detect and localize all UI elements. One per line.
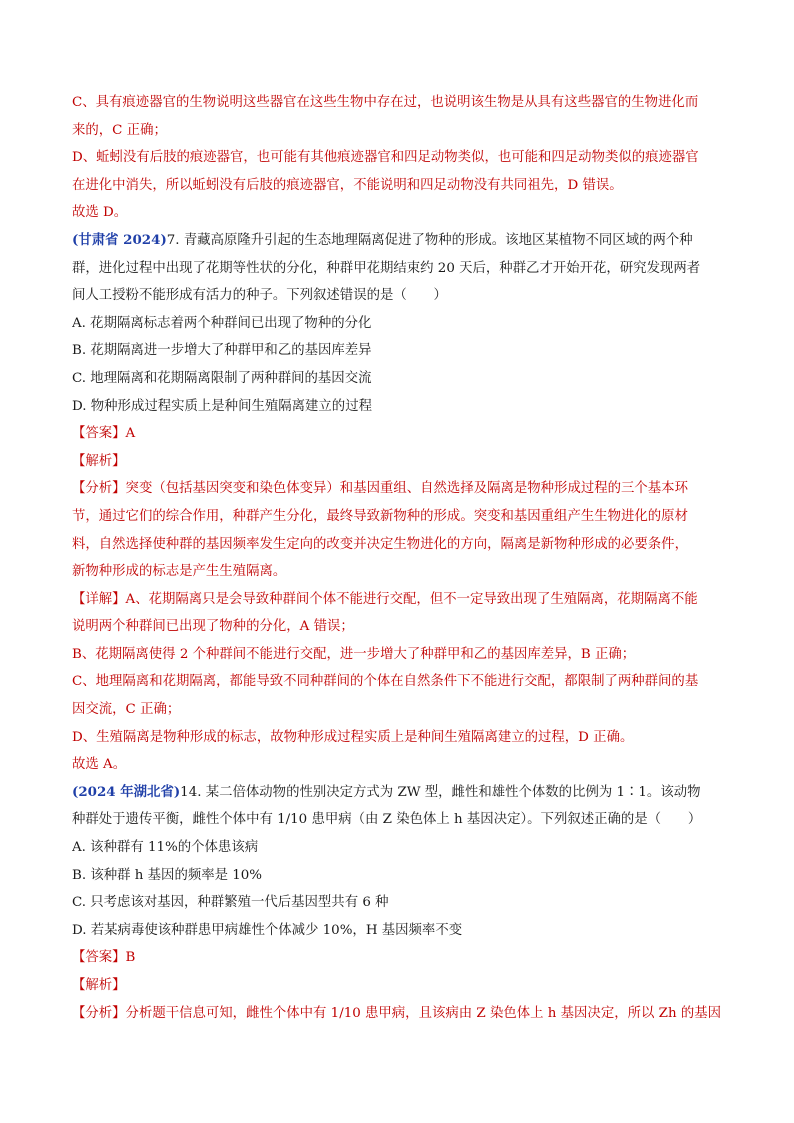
analysis-label: 【解析】 xyxy=(72,978,126,993)
text-line: 间人工授粉不能形成有活力的种子。下列叙述错误的是（ ） xyxy=(72,288,447,304)
text-line: 【详解】A、花期隔离只是会导致种群间个体不能进行交配，但不一定导致出现了生殖隔离，花期隔离不能 xyxy=(72,591,698,607)
text-line: 故选 D。 xyxy=(72,205,128,221)
answer-label: 【答案】B xyxy=(72,950,136,966)
document-page xyxy=(72,89,722,1027)
option-c: C. 只考虑该对基因，种群繁殖一代后基因型共有 6 种 xyxy=(72,895,389,911)
question-14-stem: (2024 年湖北省)14. 某二倍体动物的性别决定方式为 ZW 型，雌性和雄性个体数的比例为 1∶1。该动物 xyxy=(72,783,701,800)
text-line: 因交流，C 正确； xyxy=(72,702,181,718)
text-line: C、地理隔离和花期隔离，都能导致不同种群间的个体在自然条件下不能进行交配，都限制了两种群间的基 xyxy=(72,674,699,690)
text-line: 群，进化过程中出现了花期等性状的分化，种群甲花期结束约 20 天后，种群乙才开始开花，研究发现两者 xyxy=(72,260,701,276)
text-line: 在进化中消失，所以蚯蚓没有后肢的痕迹器官，不能说明和四足动物没有共同祖先，D 错误。 xyxy=(72,177,623,193)
answer-label: 【答案】A xyxy=(72,426,136,442)
text-line: B、花期隔离使得 2 个种群间不能进行交配，进一步增大了种群甲和乙的基因库差异，B 正确； xyxy=(72,646,636,662)
text-line: 节，通过它们的综合作用，种群产生分化，最终导致新物种的形成。突变和基因重组产生生物进化的原材 xyxy=(72,508,688,524)
text-line: 故选 A。 xyxy=(72,757,127,773)
text-line: C、具有痕迹器官的生物说明这些器官在这些生物中存在过，也说明该生物是从具有这些器官的生物进化而 xyxy=(72,95,699,110)
text-line: 【分析】分析题干信息可知，雌性个体中有 1/10 患甲病，且该病由 Z 染色体上 h 基因决定，所以 Zh 的基因 xyxy=(72,1005,721,1021)
analysis-label: 【解析】 xyxy=(72,453,126,469)
text-line: 料，自然选择使种群的基因频率发生定向的改变并决定生物进化的方向，隔离是新物种形成的必要条件， xyxy=(72,536,688,552)
option-d: D. 若某病毒使该种群患甲病雄性个体减少 10%，H 基因频率不变 xyxy=(72,922,463,938)
option-b: B. 花期隔离进一步增大了种群甲和乙的基因库差异 xyxy=(72,343,372,359)
text-line: D、生殖隔离是物种形成的标志，故物种形成过程实质上是种间生殖隔离建立的过程，D 正确。 xyxy=(72,729,634,745)
option-a: A. 花期隔离标志着两个种群间已出现了物种的分化 xyxy=(72,315,372,331)
text-line: 【分析】突变（包括基因突变和染色体变异）和基因重组、自然选择及隔离是物种形成过程的三个基本环 xyxy=(72,481,688,497)
option-a: A. 该种群有 11%的个体患该病 xyxy=(72,840,259,856)
option-c: C. 地理隔离和花期隔离限制了两种群间的基因交流 xyxy=(72,370,372,386)
question-7-stem: (甘肃省 2024)7. 青藏高原隆升引起的生态地理隔离促进了物种的形成。该地区某植物不同区域的两个种 xyxy=(72,231,693,248)
source-tag: (甘肃省 2024) xyxy=(72,231,167,248)
text-line: 种群处于遗传平衡，雌性个体中有 1/10 患甲病（由 Z 染色体上 h 基因决定）。下列叙述正确的是（ ） xyxy=(72,812,702,828)
option-d: D. 物种形成过程实质上是种间生殖隔离建立的过程 xyxy=(72,398,372,414)
text-line: 说明两个种群间已出现了物种的分化，A 错误； xyxy=(72,619,354,635)
text-line: 来的，C 正确； xyxy=(72,122,167,138)
text-line: D、蚯蚓没有后肢的痕迹器官，也可能有其他痕迹器官和四足动物类似，也可能和四足动物类似的痕迹器官 xyxy=(72,150,699,166)
source-tag: (2024 年湖北省) xyxy=(72,783,181,800)
option-b: B. 该种群 h 基因的频率是 10% xyxy=(72,867,263,883)
text-line: 新物种形成的标志是产生生殖隔离。 xyxy=(72,564,287,580)
